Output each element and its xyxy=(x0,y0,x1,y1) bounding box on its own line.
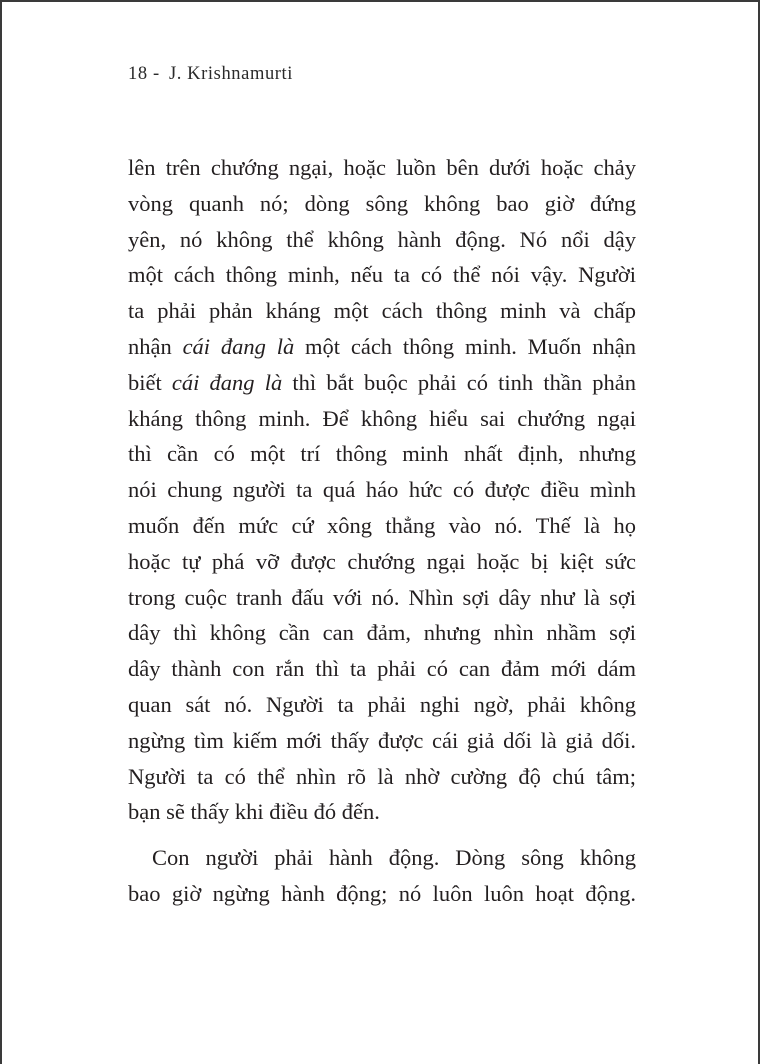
text-segment: vòng quanh nó; dòng sông không bao giờ đứng xyxy=(128,190,636,216)
text-line xyxy=(128,186,636,222)
text-line xyxy=(128,150,636,186)
text-line xyxy=(128,401,636,437)
text-segment: quan sát nó. Người ta phải nghi ngờ, phải không xyxy=(128,691,636,717)
text-segment: kháng thông minh. Để không hiểu sai chướng ngại xyxy=(128,405,636,431)
text-line xyxy=(128,472,636,508)
text-line xyxy=(128,508,636,544)
text-line xyxy=(128,687,636,723)
text-segment: hoặc tự phá vỡ được chướng ngại hoặc bị kiệt sức xyxy=(128,548,636,574)
text-segment: dây thành con rắn thì ta phải có can đảm mới dám xyxy=(128,656,636,682)
italic-text: cái đang là xyxy=(171,369,283,395)
running-header xyxy=(128,64,293,85)
text-line xyxy=(128,222,636,258)
text-line xyxy=(128,794,636,830)
text-line xyxy=(128,329,636,365)
text-segment: dây thì không cần can đảm, nhưng nhìn nhầm sợi xyxy=(128,620,636,646)
text-line xyxy=(128,723,636,759)
italic-text: cái đang là xyxy=(182,333,295,359)
text-segment: Người ta có thể nhìn rõ là nhờ cường độ chú tâm; xyxy=(128,763,636,789)
author-name: J. Krishnamurti xyxy=(168,64,294,84)
text-segment: ngừng tìm kiếm mới thấy được cái giả dối là giả dối. xyxy=(128,727,636,753)
text-segment: Con người phải hành động. Dòng sông không xyxy=(152,845,636,871)
text-segment: một cách thông minh. Muốn nhận xyxy=(294,333,636,359)
page-number: 18 xyxy=(128,64,148,84)
text-segment: biết xyxy=(128,369,172,395)
text-line xyxy=(128,436,636,472)
text-segment: lên trên chướng ngại, hoặc luồn bên dưới hoặc chảy xyxy=(128,155,636,180)
text-segment: bạn sẽ thấy khi điều đó đến. xyxy=(128,799,380,825)
text-segment: thì cần có một trí thông minh nhất định, nhưng xyxy=(128,441,636,467)
text-segment: ta phải phản kháng một cách thông minh và chấp xyxy=(128,298,636,324)
paragraph xyxy=(128,840,636,912)
text-segment: nhận xyxy=(128,333,183,359)
text-segment: yên, nó không thể không hành động. Nó nổi dậy xyxy=(128,226,636,252)
text-segment: thì bắt buộc phải có tinh thần phản xyxy=(282,369,636,395)
paragraph xyxy=(128,150,636,830)
text-line xyxy=(128,840,636,876)
text-segment: một cách thông minh, nếu ta có thể nói vậy. Người xyxy=(128,262,636,288)
body-text xyxy=(128,150,636,912)
text-segment: muốn đến mức cứ xông thẳng vào nó. Thế là họ xyxy=(128,512,636,538)
paragraph-gap xyxy=(128,830,636,840)
text-line xyxy=(128,759,636,795)
text-line xyxy=(128,615,636,651)
text-line xyxy=(128,257,636,293)
text-segment: trong cuộc tranh đấu với nó. Nhìn sợi dây như là sợi xyxy=(128,584,636,610)
text-line xyxy=(128,365,636,401)
text-line xyxy=(128,293,636,329)
text-segment: bao giờ ngừng hành động; nó luôn luôn hoạt động. xyxy=(128,880,636,906)
header-separator: - xyxy=(152,64,160,84)
text-line xyxy=(128,651,636,687)
text-line xyxy=(128,580,636,616)
text-line xyxy=(128,544,636,580)
text-segment: nói chung người ta quá háo hức có được điều mình xyxy=(128,477,636,503)
text-line xyxy=(128,876,636,912)
